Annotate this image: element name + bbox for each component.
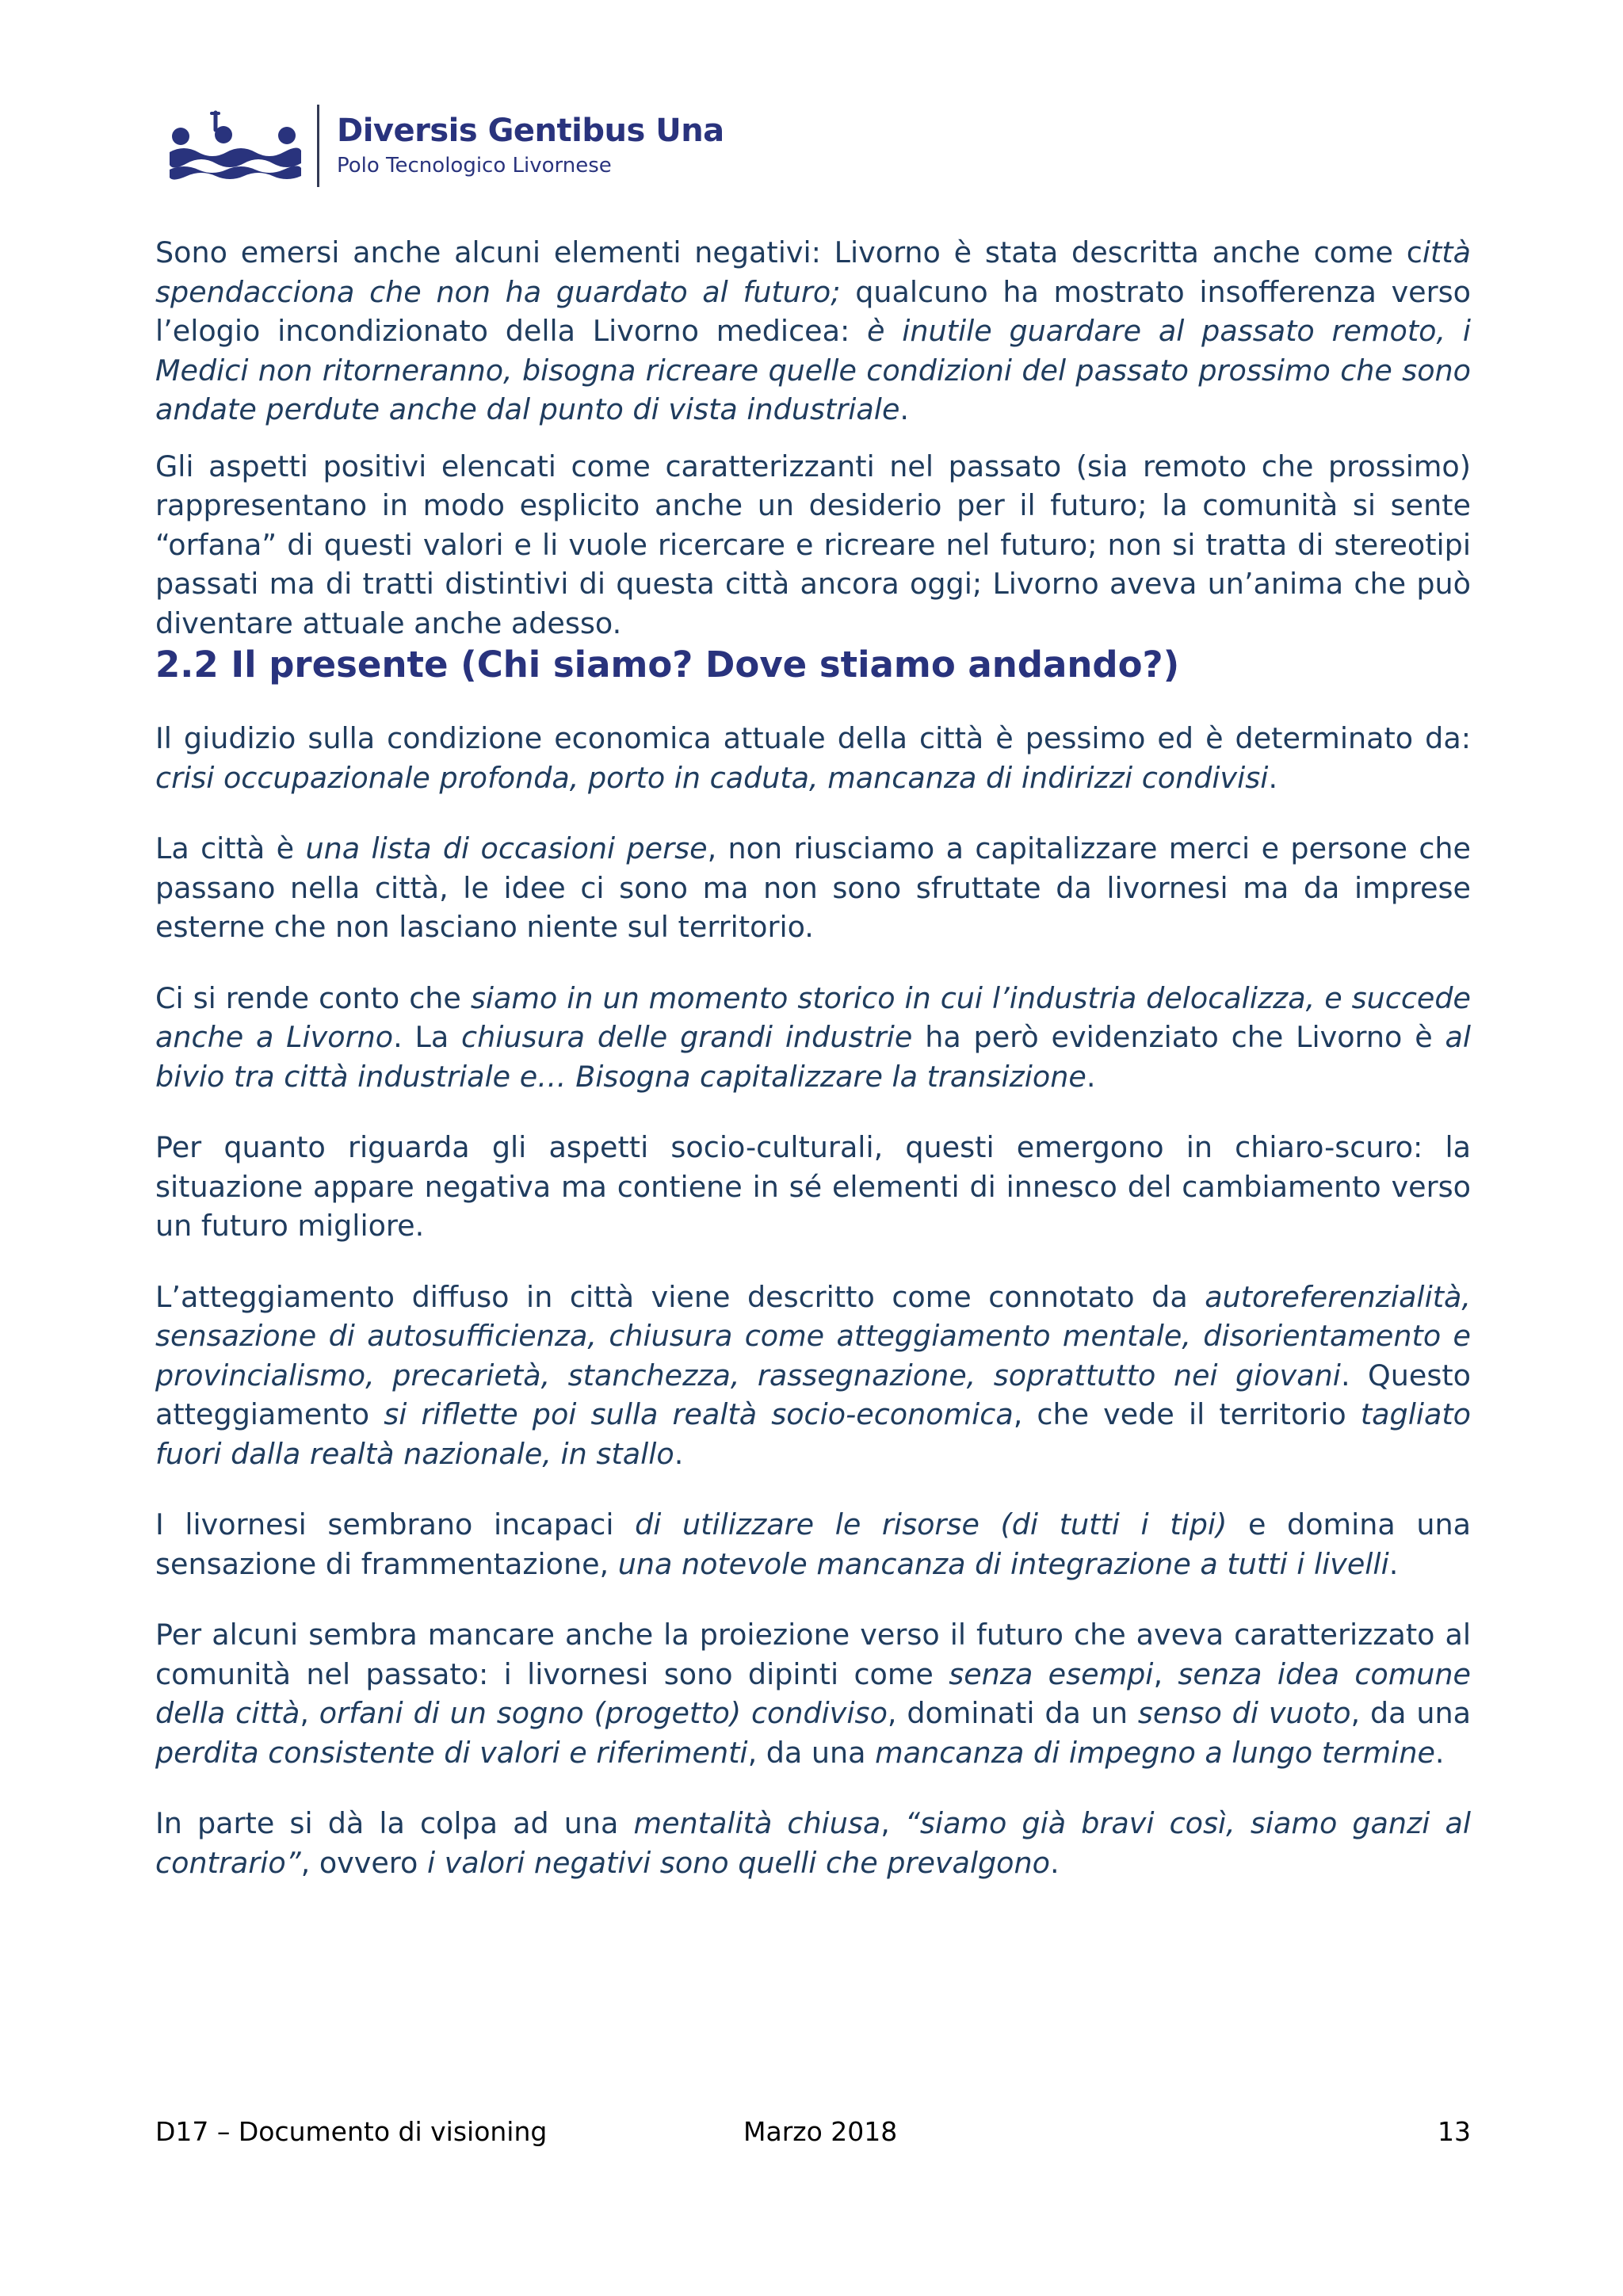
italic-text: orfani di un sogno (progetto) condiviso — [319, 1696, 888, 1730]
paragraph — [155, 1278, 1471, 1474]
italic-text: è inutile guardare al passato remoto, i Medici non ritorneranno, bisogna ricreare quelle condizioni del passato prossimo che sono andate perdute anche dal punto di vista industriale — [155, 314, 1471, 426]
footer-document: D17 – Documento di visioning — [155, 2116, 548, 2147]
italic-text: autoreferenzialità, sensazione di autosufficienza, chiusura come atteggiamento mentale, disorientamento e provincialismo, precarietà, stanchezza, rassegnazione, soprattutto nei giovani — [155, 1279, 1471, 1392]
italic-text: mentalità chiusa — [633, 1806, 881, 1840]
text-run: . Questo atteggiamento — [155, 1358, 1471, 1431]
italic-text: mancanza di impegno a lungo termine — [875, 1735, 1435, 1770]
paragraph — [155, 1128, 1471, 1246]
header — [166, 101, 724, 190]
text-run: e domina una sensazione di frammentazione, — [155, 1507, 1472, 1581]
text-run: . — [1268, 760, 1278, 795]
italic-text: ittà spendacciona che non ha guardato al futuro; — [155, 235, 1471, 309]
italic-text: senza idea comune della città — [155, 1656, 1471, 1730]
text-run: Per alcuni sembra mancare anche la proiezione verso il futuro che aveva caratterizzato al comunità nel passato: i livornesi sono dipinti come — [155, 1618, 1471, 1691]
italic-text: crisi occupazionale profonda, porto in caduta, mancanza di indirizzi condivisi — [155, 760, 1269, 795]
body-content — [155, 233, 1471, 1882]
italic-text: una lista di occasioni perse — [305, 831, 708, 865]
footer — [155, 2116, 1471, 2151]
italic-text: “siamo già bravi così, siamo ganzi al contrario” — [155, 1806, 1471, 1880]
paragraph — [155, 979, 1471, 1097]
italic-text: di utilizzare le risorse (di tutti i tipi) — [635, 1507, 1228, 1541]
text-run: ha però evidenziato che Livorno è — [912, 1020, 1445, 1054]
logo-divider — [317, 105, 319, 187]
section-heading: 2.2 Il presente (Chi siamo? Dove stiamo andando?) — [155, 644, 1180, 686]
paragraph — [155, 719, 1471, 797]
text-run: . — [674, 1436, 684, 1471]
italic-text: tagliato fuori dalla realtà nazionale, in stallo — [155, 1397, 1471, 1471]
text-run: In parte si dà la colpa ad una — [155, 1806, 634, 1840]
text-run: , che vede il territorio — [1013, 1397, 1361, 1431]
text-run: . La — [393, 1020, 462, 1054]
italic-text: i valori negativi sono quelli che prevalgono — [426, 1845, 1050, 1880]
paragraph — [155, 1615, 1471, 1772]
text-run: L’atteggiamento diffuso in città viene descritto come connotato da — [155, 1279, 1205, 1314]
text-run: Gli aspetti positivi elencati come caratterizzanti nel passato (sia remoto che prossimo) rappresentano in modo esplicito anche un desiderio per il futuro; la comunità si sente “orfana” di questi valori e li vuole ricercare e ricreare nel futuro; non si tratta di stereotipi passati ma di tratti distintivi di questa città ancora oggi; Livorno aveva un’anima che può diventare attuale anche adesso. — [155, 449, 1471, 640]
italic-text: al bivio tra città industriale e… Bisogna capitalizzare la transizione — [155, 1020, 1471, 1094]
logo-title: Diversis Gentibus Una — [337, 113, 724, 149]
text-run: Per quanto riguarda gli aspetti socio-culturali, questi emergono in chiaro-scuro: la situazione appare negativa ma contiene in sé elementi di innesco del cambiamento verso un futuro migliore. — [155, 1130, 1471, 1243]
paragraph — [155, 1804, 1471, 1882]
text-run: Ci si rende conto che — [155, 980, 471, 1015]
italic-text: una notevole mancanza di integrazione a tutti i livelli — [617, 1546, 1389, 1581]
paragraph — [155, 233, 1471, 430]
text-run: , — [300, 1696, 319, 1730]
text-run: , — [1153, 1656, 1178, 1691]
text-run: , dominati da un — [887, 1696, 1138, 1730]
logo-waves-icon — [166, 106, 303, 185]
text-run: , ovvero — [300, 1845, 427, 1880]
italic-text: senso di vuoto — [1137, 1696, 1351, 1730]
footer-date: Marzo 2018 — [743, 2116, 898, 2147]
text-run: qualcuno ha mostrato insofferenza verso l’elogio incondizionato della Livorno medicea: — [155, 274, 1471, 348]
logo-subtitle: Polo Tecnologico Livornese — [337, 154, 612, 178]
italic-text: chiusura delle grandi industrie — [461, 1020, 913, 1054]
text-run: I livornesi sembrano incapaci — [155, 1507, 636, 1541]
text-run: . — [1049, 1845, 1060, 1880]
text-run: Il giudizio sulla condizione economica attuale della città è pessimo ed è determinato da: — [155, 721, 1471, 755]
italic-text: si riflette poi sulla realtà socio-economica — [384, 1397, 1014, 1431]
italic-text: siamo in un momento storico in cui l’industria delocalizza, e succede anche a Livorno — [155, 980, 1471, 1054]
italic-text: perdita consistente di valori e riferimenti — [155, 1735, 748, 1770]
text-run: , — [880, 1806, 905, 1840]
text-run: , non riusciamo a capitalizzare merci e persone che passano nella città, le idee ci sono ma non sono sfruttate da livornesi ma da imprese esterne che non lasciano niente sul territorio. — [155, 831, 1471, 944]
paragraph — [155, 829, 1471, 947]
text-run: . — [1434, 1735, 1445, 1770]
logo-text — [337, 112, 724, 180]
text-run: Sono emersi anche alcuni elementi negativi: Livorno è stata descritta anche come c — [155, 235, 1423, 269]
text-run: , da una — [747, 1735, 876, 1770]
text-run: . — [899, 392, 910, 426]
italic-text: senza esempi — [949, 1656, 1154, 1691]
text-run: , da una — [1350, 1696, 1471, 1730]
page-number: 13 — [1438, 2116, 1471, 2147]
text-run: La città è — [155, 831, 306, 865]
text-run: . — [1086, 1059, 1096, 1094]
paragraph — [155, 447, 1471, 644]
paragraph — [155, 1505, 1471, 1584]
text-run: . — [1388, 1546, 1399, 1581]
